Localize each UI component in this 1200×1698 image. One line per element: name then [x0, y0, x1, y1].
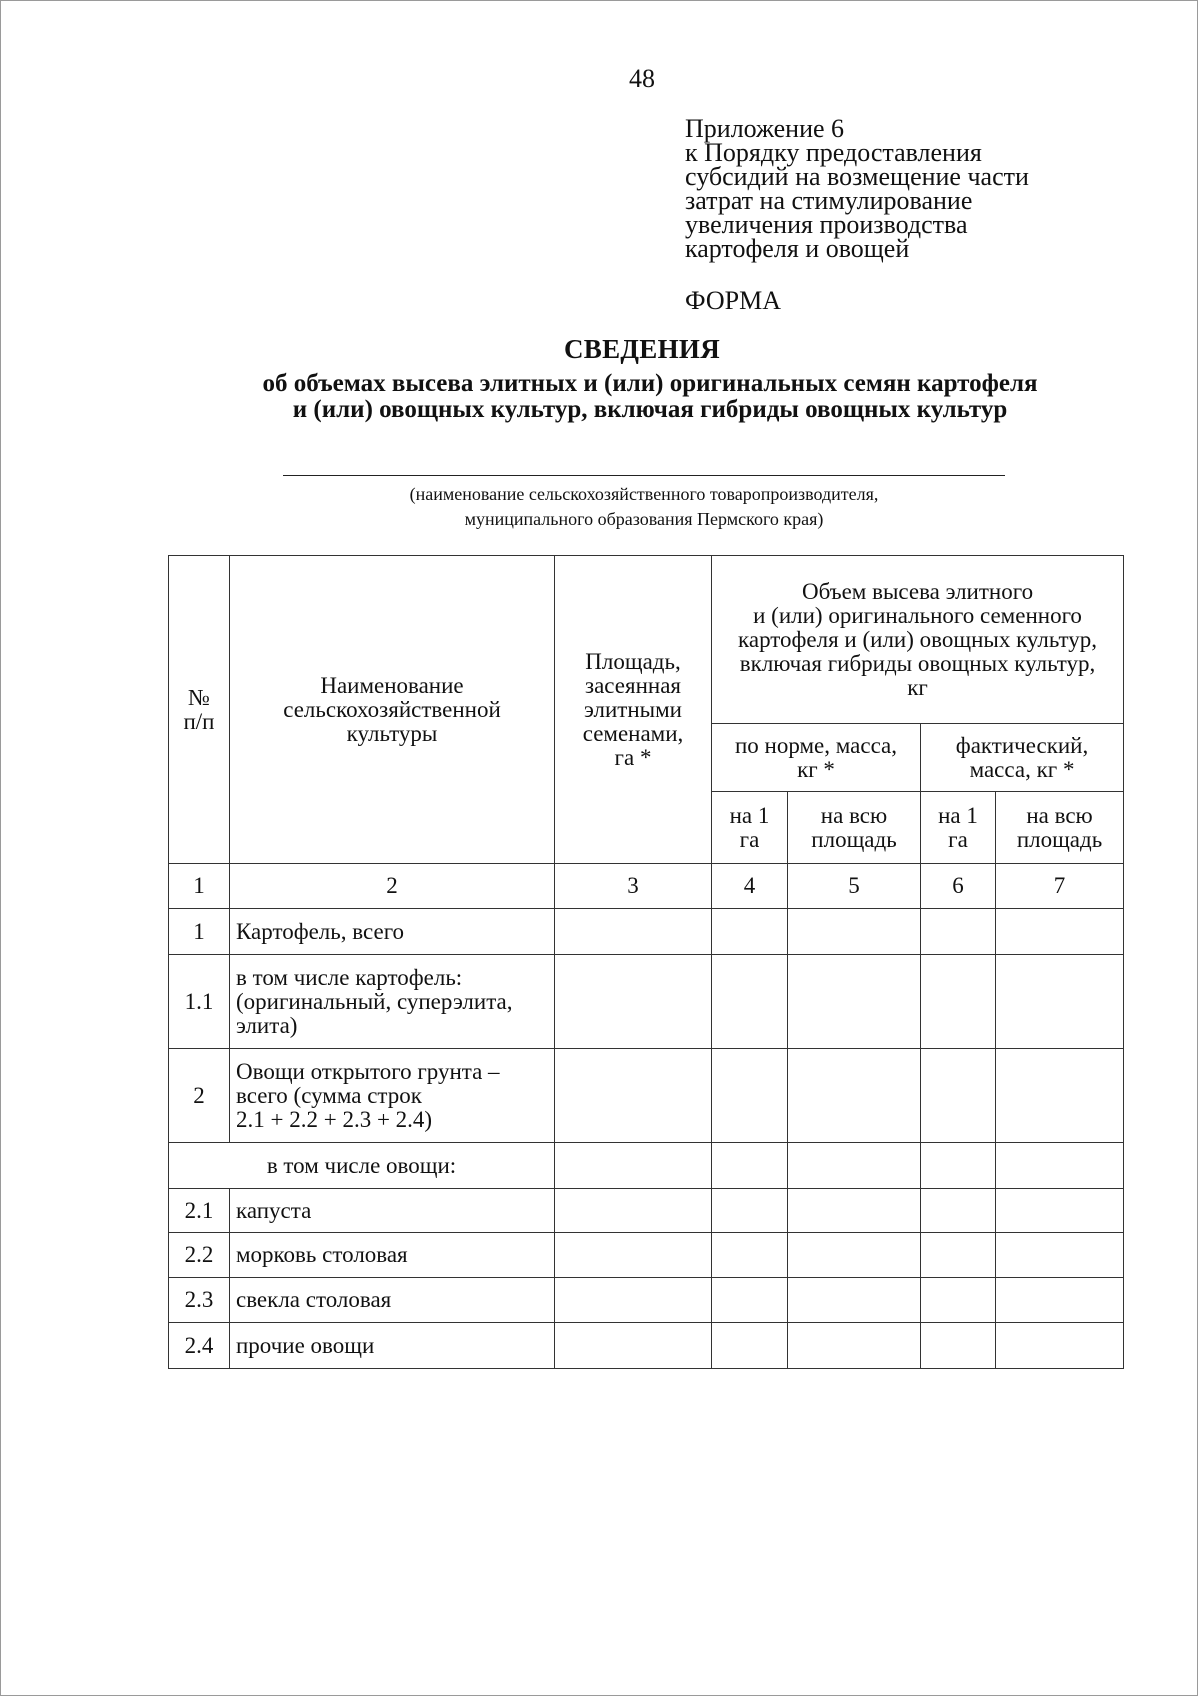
column-number-row	[169, 864, 1124, 909]
table-row	[169, 1233, 1124, 1278]
data-cell[interactable]	[996, 1189, 1124, 1233]
producer-name-line	[283, 475, 1005, 476]
data-cell[interactable]	[996, 1278, 1124, 1323]
section-label: в том числе овощи:	[169, 1143, 555, 1189]
annex-reference: Приложение 6 к Порядку предоставления субсидий на возмещение части затрат на стимулирование увеличения производства картофеля и овощей	[685, 114, 1029, 263]
data-cell[interactable]	[712, 1143, 788, 1189]
column-number: 1	[169, 864, 230, 909]
data-cell[interactable]	[712, 1189, 788, 1233]
page-number: 48	[629, 64, 655, 93]
data-cell[interactable]	[996, 1049, 1124, 1143]
data-cell[interactable]	[788, 955, 921, 1049]
data-cell[interactable]	[996, 955, 1124, 1049]
data-cell[interactable]	[555, 1143, 712, 1189]
data-cell[interactable]	[921, 955, 996, 1049]
row-crop-name: в том числе картофель: (оригинальный, суперэлита, элита)	[230, 955, 555, 1049]
data-cell[interactable]	[788, 909, 921, 955]
data-cell[interactable]	[921, 1278, 996, 1323]
data-cell[interactable]	[712, 909, 788, 955]
form-label: ФОРМА	[685, 286, 781, 315]
data-cell[interactable]	[788, 1189, 921, 1233]
producer-name-caption: (наименование сельскохозяйственного товаропроизводителя, муниципального образования Пермского края)	[409, 484, 879, 529]
row-crop-name: свекла столовая	[230, 1278, 555, 1323]
header-actual-per-ha: на 1 га	[921, 792, 996, 864]
column-number: 3	[555, 864, 712, 909]
row-number: 1.1	[169, 955, 230, 1049]
row-crop-name: морковь столовая	[230, 1233, 555, 1278]
data-cell[interactable]	[712, 1049, 788, 1143]
data-cell[interactable]	[555, 955, 712, 1049]
data-cell[interactable]	[921, 1143, 996, 1189]
data-cell[interactable]	[996, 1233, 1124, 1278]
row-number: 2.4	[169, 1323, 230, 1369]
row-number: 2	[169, 1049, 230, 1143]
header-actual-total-area: на всю площадь	[996, 792, 1124, 864]
data-cell[interactable]	[921, 1323, 996, 1369]
table-row	[169, 1189, 1124, 1233]
column-number: 7	[996, 864, 1124, 909]
row-number: 2.1	[169, 1189, 230, 1233]
data-cell[interactable]	[555, 909, 712, 955]
data-cell[interactable]	[921, 1049, 996, 1143]
table-row	[169, 1049, 1124, 1143]
row-crop-name: капуста	[230, 1189, 555, 1233]
document-title: СВЕДЕНИЯ	[563, 334, 720, 364]
column-number: 2	[230, 864, 555, 909]
data-cell[interactable]	[996, 1323, 1124, 1369]
data-cell[interactable]	[555, 1233, 712, 1278]
header-seeding-volume: Объем высева элитного и (или) оригинального семенного картофеля и (или) овощных культур, включая гибриды овощных культур, кг	[712, 556, 1124, 724]
row-number: 2.2	[169, 1233, 230, 1278]
column-number: 6	[921, 864, 996, 909]
data-cell[interactable]	[921, 1189, 996, 1233]
row-crop-name: Картофель, всего	[230, 909, 555, 955]
seeding-volume-table	[168, 555, 1124, 1369]
data-cell[interactable]	[921, 1233, 996, 1278]
data-cell[interactable]	[555, 1278, 712, 1323]
data-cell[interactable]	[788, 1278, 921, 1323]
header-norm-total-area: на всю площадь	[788, 792, 921, 864]
table-row	[169, 955, 1124, 1049]
data-cell[interactable]	[996, 909, 1124, 955]
row-crop-name: Овощи открытого грунта – всего (сумма строк 2.1 + 2.2 + 2.3 + 2.4)	[230, 1049, 555, 1143]
data-cell[interactable]	[996, 1143, 1124, 1189]
data-cell[interactable]	[555, 1049, 712, 1143]
document-subtitle: об объемах высева элитных и (или) оригинальных семян картофеля и (или) овощных культур, включая гибриды овощных культур	[262, 370, 1038, 423]
header-sown-area: Площадь, засеянная элитными семенами, га *	[555, 556, 712, 864]
header-crop-name: Наименование сельскохозяйственной культуры	[230, 556, 555, 864]
data-cell[interactable]	[921, 909, 996, 955]
data-cell[interactable]	[712, 1233, 788, 1278]
data-cell[interactable]	[555, 1323, 712, 1369]
header-row-number: № п/п	[169, 556, 230, 864]
column-number: 5	[788, 864, 921, 909]
data-cell[interactable]	[712, 1278, 788, 1323]
data-cell[interactable]	[788, 1323, 921, 1369]
table-row	[169, 909, 1124, 955]
header-by-norm: по норме, масса, кг *	[712, 724, 921, 792]
table-row	[169, 1278, 1124, 1323]
data-cell[interactable]	[712, 955, 788, 1049]
row-crop-name: прочие овощи	[230, 1323, 555, 1369]
row-number: 1	[169, 909, 230, 955]
column-number: 4	[712, 864, 788, 909]
header-actual: фактический, масса, кг *	[921, 724, 1124, 792]
data-cell[interactable]	[555, 1189, 712, 1233]
table-section-row	[169, 1143, 1124, 1189]
data-cell[interactable]	[788, 1049, 921, 1143]
data-cell[interactable]	[788, 1143, 921, 1189]
data-cell[interactable]	[712, 1323, 788, 1369]
table-row	[169, 1323, 1124, 1369]
row-number: 2.3	[169, 1278, 230, 1323]
data-cell[interactable]	[788, 1233, 921, 1278]
header-norm-per-ha: на 1 га	[712, 792, 788, 864]
